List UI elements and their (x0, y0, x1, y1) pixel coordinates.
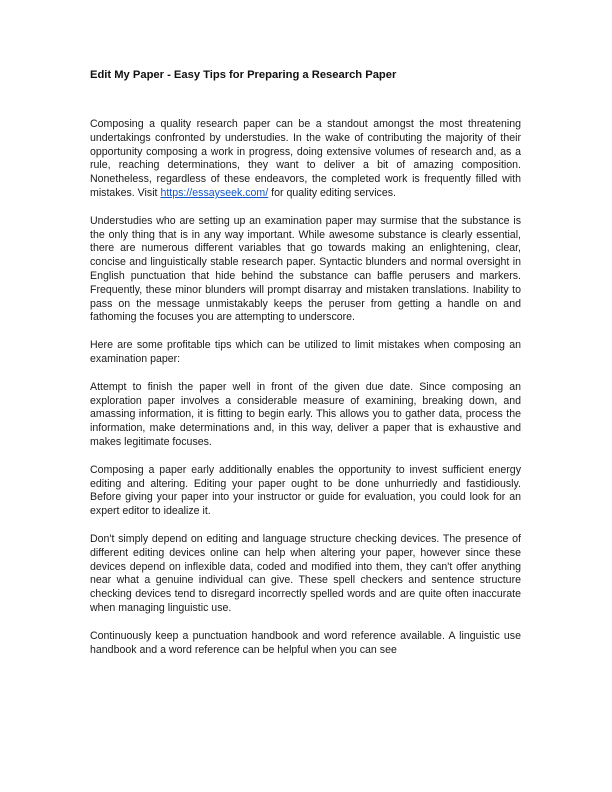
paragraph-intro (90, 118, 521, 201)
paragraph-tips-intro: Here are some profitable tips which can be utilized to limit mistakes when composing an examination paper: (90, 339, 521, 365)
paragraph-finish-early: Attempt to finish the paper well in front of the given due date. Since composing an exploration paper involves a considerable measure of examining, breaking down, and amassing information, it is fitting to begin early. This allows you to gather data, process the information, make determinations and, in this way, deliver a paper that is exhaustive and makes legitimate focuses. (90, 380, 521, 448)
paragraph-intro-tail: for quality editing services. (268, 186, 396, 199)
paragraph-checking-devices: Don't simply depend on editing and language structure checking devices. The presence of different editing devices online can help when altering your paper, however since these devices depend on inflexible data, coded and modified into them, they can't offer anything near what a genuine individual can give. These spell checkers and sentence structure checking devices tend to disregard incorrectly spelled words and are quite often inaccurate when managing linguistic use. (90, 532, 521, 614)
paragraph-intro-text: Composing a quality research paper can be a standout amongst the most threatening undertakings confronted by understudies. In the wake of contributing the majority of their opportunity composing a work in progress, doing extensive volumes of research and, as a rule, reaching determinations, they want to deliver a bit of amazing composition. Nonetheless, regardless of these endeavors, the completed work is frequently filled with mistakes. Visit (90, 118, 521, 199)
paragraph-handbook: Continuously keep a punctuation handbook and word reference available. A linguistic use handbook and a word reference can be helpful when you can see (90, 629, 521, 656)
essayseek-link[interactable]: https://essayseek.com/ (160, 186, 269, 199)
paragraph-understudies: Understudies who are setting up an examination paper may surmise that the substance is the only thing that is in any way important. While awesome substance is clearly essential, there are numerous different variables that go towards making an enlightening, clear, concise and linguistically stable research paper. Syntactic blunders and normal oversight in English punctuation that hide behind the substance can baffle perusers and markers. Frequently, these minor blunders will prompt disarray and mistaken translations. Inability to pass on the message unmistakably keeps the peruser from getting a handle on and fathoming the focuses you are attempting to underscore. (90, 214, 521, 324)
document-title: Edit My Paper - Easy Tips for Preparing a Research Paper (90, 69, 397, 81)
paragraph-editing-time: Composing a paper early additionally enables the opportunity to invest sufficient energy editing and altering. Editing your paper ought to be done unhurriedly and fastidiously. Before giving your paper into your instructor or guide for evaluation, you could look for an expert editor to idealize it. (90, 463, 521, 518)
document-page (90, 68, 521, 671)
